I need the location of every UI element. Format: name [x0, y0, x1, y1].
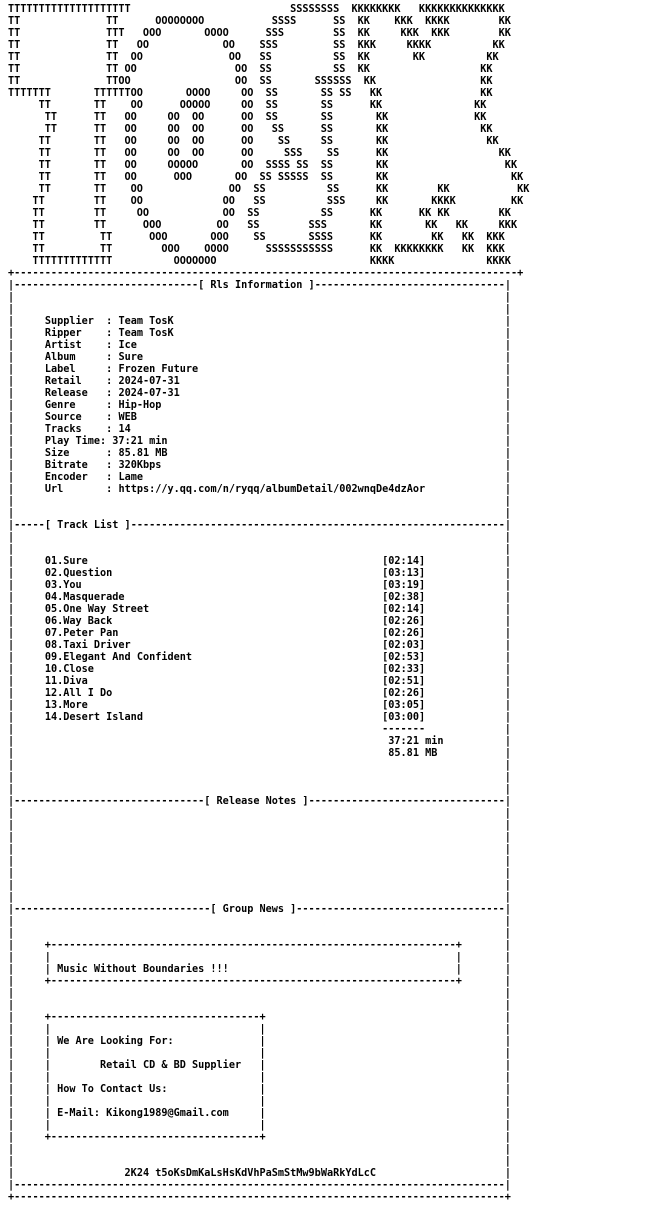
rls-value: Team TosK: [118, 328, 174, 339]
logo-line: [8, 160, 672, 172]
rls-row: | Release : 2024-07-31 |: [8, 388, 511, 399]
logo-line-text: TT TT OOO OO SS SSS KK KK KK KKK: [8, 220, 518, 231]
rls-row: | Label : Frozen Future |: [8, 364, 511, 375]
logo-line-text: TT TT OO OO OO OO SS SS KK KK: [8, 112, 487, 123]
logo-line: [8, 148, 672, 160]
track-title: 06.Way Back: [44, 616, 113, 627]
rls-value: 2024-07-31: [118, 388, 180, 399]
track-title: 08.Taxi Driver: [44, 640, 131, 651]
rls-label: Album: [44, 352, 107, 363]
blank-line: | |: [8, 1156, 511, 1167]
looking-for-line: | | We Are Looking For: | |: [8, 1036, 511, 1047]
rls-label: Retail: [44, 376, 107, 387]
logo-line: [8, 172, 672, 184]
track-row: | 02.Question [03:13] |: [8, 568, 511, 579]
blank-line: | |: [8, 760, 511, 771]
track-row: | 13.More [03:05] |: [8, 700, 511, 711]
bottom-rule: |--------------------------------------------------------------------------------|: [8, 1180, 511, 1191]
track-time: [02:33]: [382, 664, 426, 675]
motto-box-blank: | | | |: [8, 952, 511, 963]
track-section-header: |-----[ Track List ]-------------------------------------------------------------|: [8, 520, 511, 531]
track-time: [02:26]: [382, 616, 426, 627]
rls-label: Play Time: [44, 436, 101, 447]
news-section-header: |--------------------------------[ Group News ]----------------------------------|: [8, 904, 511, 915]
rls-label: Ripper: [44, 328, 107, 339]
track-total-size: | 85.81 MB |: [8, 748, 511, 759]
rls-value: 37:21 min: [112, 436, 168, 447]
blank-line: | |: [8, 856, 511, 867]
blank-line: | |: [8, 772, 511, 783]
contact-box-blank: | | | |: [8, 1024, 511, 1035]
logo-line: [8, 124, 672, 136]
logo-line-text: TT TT OOO OOOO SSSSSSSSSSS KK KKKKKKKK KK KKK: [8, 244, 505, 255]
logo-line-text: TT TTT OOO OOOO SSS SS KK KKK KKK KK: [8, 28, 511, 39]
logo-line: [8, 40, 672, 52]
blank-line: | |: [8, 892, 511, 903]
rls-row: | Album : Sure |: [8, 352, 511, 363]
footer-line: | 2K24 t5oKsDmKaLsHsKdVhPaSmStMw9bWaRkYdLcC |: [8, 1168, 511, 1179]
news-section-header-title: [ Group News ]: [210, 904, 297, 915]
logo-line-text: TT TT OO OOOOO OO SS SS KK KK: [8, 100, 487, 111]
logo-line-text: TT TTOO OO SS SSSSSS KK KK: [8, 76, 493, 87]
track-time: [02:51]: [382, 676, 426, 687]
logo-line: [8, 28, 672, 40]
logo-line: [8, 112, 672, 124]
bottom-border: +--------------------------------------------------------------------------------+: [8, 1192, 511, 1203]
looking-item-line-text: Retail CD & BD Supplier: [100, 1060, 242, 1071]
blank-line: | |: [8, 916, 511, 927]
logo-line: [8, 196, 672, 208]
logo-line-text: TT TT OO OO SSS SS KKK KKKK KK: [8, 40, 505, 51]
rls-value: Hip-Hop: [118, 400, 162, 411]
track-time: [02:26]: [382, 688, 426, 699]
track-row: | 11.Diva [02:51] |: [8, 676, 511, 687]
contact-box-blank: | | | |: [8, 1072, 511, 1083]
track-row: | 08.Taxi Driver [02:03] |: [8, 640, 511, 651]
rls-label: Supplier: [44, 316, 107, 327]
track-time: [03:00]: [382, 712, 426, 723]
total-size: 85.81 MB: [388, 748, 438, 759]
logo-line-text: TT TT OO OO SS SSS KK KKKK KK: [8, 196, 524, 207]
rls-label: Label: [44, 364, 107, 375]
logo-line: [8, 256, 672, 268]
logo-line: [8, 220, 672, 232]
track-row: | 14.Desert Island [03:00] |: [8, 712, 511, 723]
track-title: 07.Peter Pan: [44, 628, 119, 639]
track-title: 01.Sure: [44, 556, 88, 567]
blank-line: | |: [8, 988, 511, 999]
rls-label: Url: [44, 484, 107, 495]
logo-line-text: TT TT OO OO OO OO SS SS KK KK: [8, 124, 493, 135]
rls-row: | Size : 85.81 MB |: [8, 448, 511, 459]
track-title: 11.Diva: [44, 676, 88, 687]
logo-line: [8, 232, 672, 244]
blank-line: | |: [8, 1000, 511, 1011]
logo-line: [8, 4, 672, 16]
rls-row: | Bitrate : 320Kbps |: [8, 460, 511, 471]
track-time: [03:05]: [382, 700, 426, 711]
logo-line: [8, 136, 672, 148]
rls-label: Size: [44, 448, 107, 459]
notes-section-header-title: [ Release Notes ]: [204, 796, 309, 807]
logo-line-text: TT TT OO OOO OO SS SSSSS SS KK KK: [8, 172, 524, 183]
track-title: 05.One Way Street: [44, 604, 150, 615]
track-time: [02:14]: [382, 556, 426, 567]
rls-row: | Play Time: 37:21 min |: [8, 436, 511, 447]
email-line-text: E-Mail: Kikong1989@Gmail.com: [57, 1108, 229, 1119]
logo-line-text: TT TT OO OO SS SS KK KK KK: [8, 52, 499, 63]
email-line: | | E-Mail: Kikong1989@Gmail.com | |: [8, 1108, 511, 1119]
track-row: | 04.Masquerade [02:38] |: [8, 592, 511, 603]
track-title: 02.Question: [44, 568, 113, 579]
notes-section-header: |-------------------------------[ Release Notes ]--------------------------------|: [8, 796, 511, 807]
blank-line: | |: [8, 496, 511, 507]
top-border-text: +----------------------------------------------------------------------------------+: [8, 268, 524, 279]
logo-line-text: TT TT OO OOOOO OO SSSS SS SS KK KK: [8, 160, 518, 171]
blank-line: | |: [8, 304, 511, 315]
blank-line: | |: [8, 928, 511, 939]
motto-line: | | Music Without Boundaries !!! | |: [8, 964, 511, 975]
contact-box-blank: | | | |: [8, 1120, 511, 1131]
rls-value: 2024-07-31: [118, 376, 180, 387]
track-time: [02:38]: [382, 592, 426, 603]
track-row: | 07.Peter Pan [02:26] |: [8, 628, 511, 639]
blank-line: | |: [8, 808, 511, 819]
blank-line: | |: [8, 820, 511, 831]
logo-line-text: TT TT OO OO SS SS KK KK KK: [8, 184, 530, 195]
logo-line: [8, 76, 672, 88]
track-time: [03:19]: [382, 580, 426, 591]
rls-row: | Supplier : Team TosK |: [8, 316, 511, 327]
rls-value: https://y.qq.com/n/ryqq/albumDetail/002wnqDe4dzAor: [118, 484, 426, 495]
logo-line-text: TTTTTTTTTTTTTTTTTTTT SSSSSSSS KKKKKKKK KKKKKKKKKKKKKK: [8, 4, 505, 15]
track-time: [02:26]: [382, 628, 426, 639]
contact-box-bottom: | +----------------------------------+ |: [8, 1132, 511, 1143]
rls-row: | Ripper : Team TosK |: [8, 328, 511, 339]
blank-line: | |: [8, 508, 511, 519]
blank-line: | |: [8, 1144, 511, 1155]
track-title: 03.You: [44, 580, 82, 591]
rls-row: | Source : WEB |: [8, 412, 511, 423]
logo-line-text: TTTTTTT TTTTTTOO OOOO OO SS SS SS KK KK: [8, 88, 493, 99]
logo-line-text: TT TT OO OO SS SS KK KK: [8, 64, 493, 75]
rls-label: Release: [44, 388, 107, 399]
rls-value: Team TosK: [118, 316, 174, 327]
blank-line: | |: [8, 292, 511, 303]
track-section-header-title: [ Track List ]: [44, 520, 131, 531]
motto-box-bottom: | +------------------------------------------------------------------+ |: [8, 976, 511, 987]
contact-label-line-text: How To Contact Us:: [57, 1084, 168, 1095]
logo-line: [8, 88, 672, 100]
total-rule: -------: [382, 724, 426, 735]
rls-value: 85.81 MB: [118, 448, 168, 459]
rls-value: Lame: [118, 472, 143, 483]
track-title: 14.Desert Island: [44, 712, 143, 723]
track-row: | 03.You [03:19] |: [8, 580, 511, 591]
track-row: | 05.One Way Street [02:14] |: [8, 604, 511, 615]
rls-label: Bitrate: [44, 460, 107, 471]
logo-line: [8, 244, 672, 256]
blank-line: | |: [8, 544, 511, 555]
rls-label: Artist: [44, 340, 107, 351]
track-row: | 10.Close [02:33] |: [8, 664, 511, 675]
track-time: [02:14]: [382, 604, 426, 615]
blank-line: | |: [8, 532, 511, 543]
track-title: 10.Close: [44, 664, 94, 675]
looking-for-line-text: We Are Looking For:: [57, 1036, 174, 1047]
contact-box-top: | +----------------------------------+ |: [8, 1012, 511, 1023]
track-total-rule: | ------- |: [8, 724, 511, 735]
motto-box-top: | +------------------------------------------------------------------+ |: [8, 940, 511, 951]
logo-line-text: TT TT OOO OOO SS SSSS KK KK KK KKK: [8, 232, 505, 243]
track-time: [02:53]: [382, 652, 426, 663]
looking-item-line: | | Retail CD & BD Supplier | |: [8, 1060, 511, 1071]
rls-label: Tracks: [44, 424, 107, 435]
track-row: | 12.All I Do [02:26] |: [8, 688, 511, 699]
logo-line-text: TT TT OO OO OO OO SSS SS KK KK: [8, 148, 511, 159]
rls-label: Genre: [44, 400, 107, 411]
rls-label: Source: [44, 412, 107, 423]
logo-line: [8, 208, 672, 220]
footer-text: 2K24 t5oKsDmKaLsHsKdVhPaSmStMw9bWaRkYdLcC: [124, 1168, 377, 1179]
rls-row: | Tracks : 14 |: [8, 424, 511, 435]
track-time: [03:13]: [382, 568, 426, 579]
track-row: | 09.Elegant And Confident [02:53] |: [8, 652, 511, 663]
motto-line-text: Music Without Boundaries !!!: [57, 964, 229, 975]
track-title: 13.More: [44, 700, 88, 711]
logo-line-text: TT TT OOOOOOOO SSSS SS KK KKK KKKK KK: [8, 16, 511, 27]
logo-line-text: TTTTTTTTTTTTT OOOOOOO KKKK KKKK: [8, 256, 511, 267]
rls-row: | Url : https://y.qq.com/n/ryqq/albumDetail/002wnqDe4dzAor |: [8, 484, 511, 495]
track-time: [02:03]: [382, 640, 426, 651]
logo-line-text: TT TT OO OO SS SS KK KK KK KK: [8, 208, 511, 219]
logo-line: [8, 184, 672, 196]
contact-box-blank: | | | |: [8, 1048, 511, 1059]
rls-row: | Retail : 2024-07-31 |: [8, 376, 511, 387]
total-time: 37:21 min: [388, 736, 444, 747]
track-title: 12.All I Do: [44, 688, 113, 699]
rls-value: Sure: [118, 352, 143, 363]
rls-row: | Genre : Hip-Hop |: [8, 400, 511, 411]
rls-row: | Artist : Ice |: [8, 340, 511, 351]
track-row: | 06.Way Back [02:26] |: [8, 616, 511, 627]
rls-label: Encoder: [44, 472, 107, 483]
rls-section-header-title: [ Rls Information ]: [198, 280, 315, 291]
rls-value: Ice: [118, 340, 137, 351]
logo-line: [8, 100, 672, 112]
rls-value: WEB: [118, 412, 137, 423]
track-row: | 01.Sure [02:14] |: [8, 556, 511, 567]
rls-row: | Encoder : Lame |: [8, 472, 511, 483]
rls-value: 14: [118, 424, 131, 435]
track-total-time: | 37:21 min |: [8, 736, 511, 747]
track-title: 04.Masquerade: [44, 592, 125, 603]
logo-line-text: TT TT OO OO OO OO SS SS KK KK: [8, 136, 499, 147]
track-title: 09.Elegant And Confident: [44, 652, 193, 663]
rls-value: Frozen Future: [118, 364, 199, 375]
blank-line: | |: [8, 784, 511, 795]
rls-value: 320Kbps: [118, 460, 162, 471]
blank-line: | |: [8, 844, 511, 855]
blank-line: | |: [8, 868, 511, 879]
logo-line: [8, 16, 672, 28]
blank-line: | |: [8, 880, 511, 891]
rls-section-header: |------------------------------[ Rls Information ]-------------------------------|: [8, 280, 511, 291]
contact-label-line: | | How To Contact Us: | |: [8, 1084, 511, 1095]
top-border: [8, 268, 672, 280]
logo-line: [8, 52, 672, 64]
logo-line: [8, 64, 672, 76]
contact-box-blank: | | | |: [8, 1096, 511, 1107]
blank-line: | |: [8, 832, 511, 843]
